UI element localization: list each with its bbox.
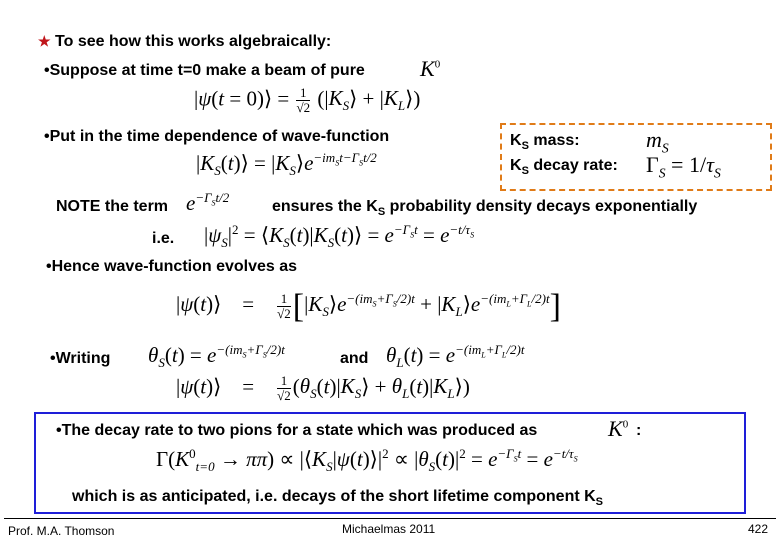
footer-rule <box>4 518 776 519</box>
note-explanation: ensures the $K_S$ probability density decays exponentially <box>272 198 698 218</box>
equation-probability-density: $|\psi_S|^2$ = $⟨K_S(t)|K_S(t)⟩ = e^{-\Gamma_St} = e^{-t/\tau_S}$ <box>204 222 475 251</box>
bullet-hence-text: •Hence wave-function evolves as <box>46 258 298 275</box>
equation-wavefunction-evolution: |ψ(t)⟩ = $\frac{1}{√2}$ [$|K_S⟩e^{-(im_S+\Gamma_S/2)t}$ + $|K_L⟩e^{-(im_L+\Gamma_L/2)t}$] <box>176 288 561 325</box>
bullet-hence <box>46 258 297 276</box>
bullet-writing <box>50 350 110 368</box>
equation-initial-state: |ψ(t = 0)⟩ = $\frac{1}{√2}$ ($|K_S⟩$ + $|K_L⟩$) <box>194 85 421 115</box>
ks-decay-rate-label: $K_S$ decay rate: <box>510 157 618 177</box>
and-label: and <box>340 350 369 367</box>
decay-conclusion: which is as anticipated, i.e. decays of the short lifetime component $K_S$ <box>72 488 604 508</box>
note-term: $e^{-\Gamma_St/2}$ <box>186 190 230 215</box>
equation-theta-s: $\theta_S(t) = e^{-(im_S+\Gamma_S/2)t}$ <box>148 342 285 371</box>
ks-mass-symbol: $m_S$ <box>646 127 669 156</box>
ks-mass-label: $K_S$ mass: <box>510 132 580 152</box>
decay-colon: : <box>636 422 642 439</box>
note-label: NOTE the term <box>56 198 169 215</box>
footer-term: Michaelmas 2011 <box>342 522 436 536</box>
ie-label: i.e. <box>152 230 175 247</box>
star-bullet-icon: ★ <box>38 33 51 49</box>
equation-wavefunction-theta: |ψ(t)⟩ = $\frac{1}{√2}$ ($\theta_S(t)|K_S⟩$ + $\theta_L(t)|K_L⟩$) <box>176 373 470 403</box>
footer-page-number: 422 <box>748 522 769 536</box>
bullet-writing-text: •Writing <box>50 350 111 367</box>
bullet-suppose-text: •Suppose at time t=0 make a beam of pure <box>44 62 365 79</box>
bullet-suppose <box>44 62 365 80</box>
bullet-time-dependence <box>44 128 389 146</box>
ks-decay-rate-equation: $\Gamma_S = 1/\tau_S$ <box>646 152 721 181</box>
decay-k0-symbol: $K^0$ <box>608 416 629 441</box>
slide-heading <box>38 33 331 51</box>
equation-theta-l: $\theta_L(t) = e^{-(im_L+\Gamma_L/2)t}$ <box>386 342 525 371</box>
decay-rate-intro: •The decay rate to two pions for a state which was produced as <box>56 422 538 439</box>
equation-ks-time: $|K_S(t)⟩$ = $|K_S⟩e^{-im_St-\Gamma_St/2}$ <box>196 150 377 179</box>
heading-text: To see how this works algebraically: <box>55 33 332 50</box>
bullet-time-dependence-text: •Put in the time dependence of wave-function <box>44 128 390 145</box>
equation-two-pion-rate: $\Gamma(K^0_{t=0} \to \pi\pi)$ ∝ $|⟨K_S|\psi(t)⟩|^2 \propto |\theta_S(t)|^2 = e^{-\Gamma_St} = e^{-t/\tau_S}$ <box>156 446 578 475</box>
k0-symbol: $K^0$ <box>420 56 441 81</box>
footer-author: Prof. M.A. Thomson <box>8 524 115 538</box>
frac-one-over-root2: $\frac{1}{√2}$ <box>296 85 311 115</box>
